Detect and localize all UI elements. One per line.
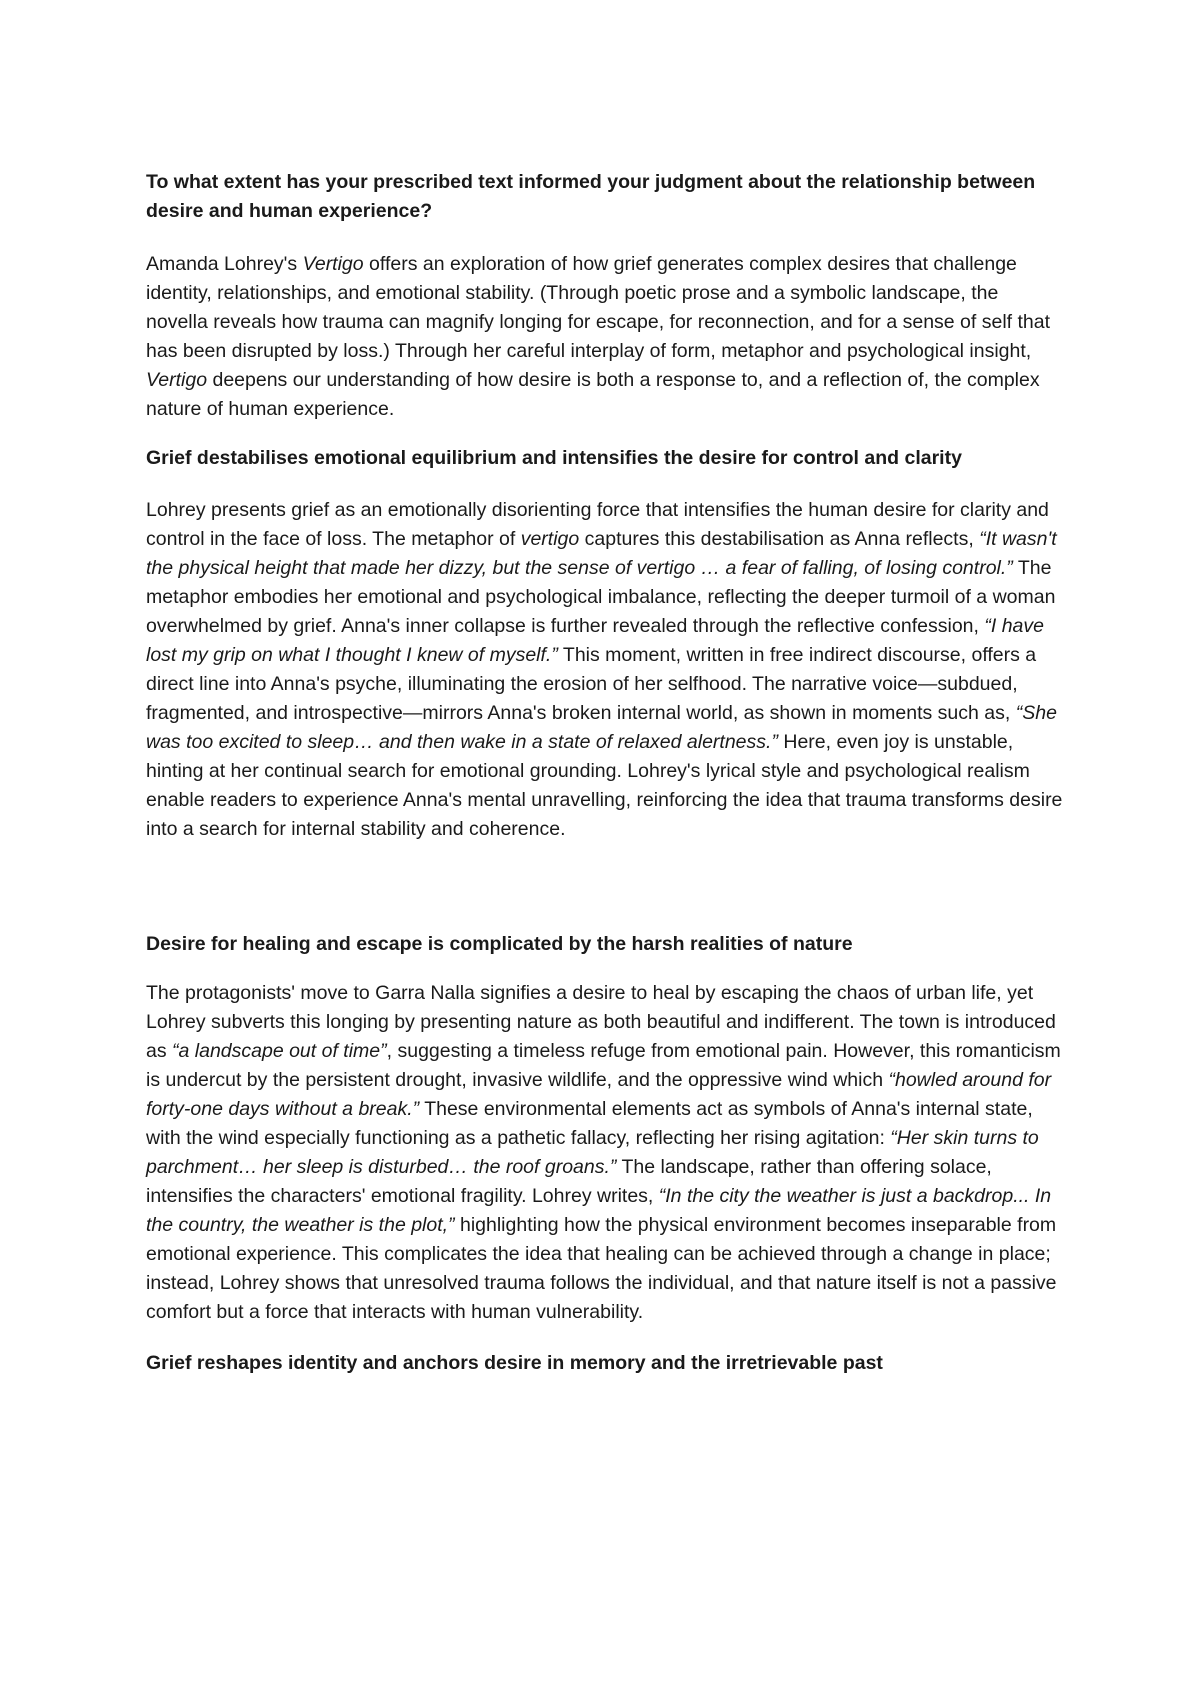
section-paragraph-grief: Lohrey presents grief as an emotionally disorienting force that intensifies the human desire for clarity and control in the face of loss. The metaphor of vertigo captures this destabilisation as Anna reflects, “It wasn't the physical height that made her dizzy, but the sense of vertigo … a fear of falling, of losing control.” The metaphor embodies her emotional and psychological imbalance, reflecting the deeper turmoil of a woman overwhelmed by grief. Anna's inner collapse is further revealed through the reflective confession, “I have lost my grip on what I thought I knew of myself.” This moment, written in free indirect discourse, offers a direct line into Anna's psyche, illuminating the erosion of her selfhood. The narrative voice—subdued, fragmented, and introspective—mirrors Anna's broken internal world, as shown in moments such as, “She was too excited to sleep… and then wake in a state of relaxed alertness.” Here, even joy is unstable, hinting at her continual search for emotional grounding. Lohrey's lyrical style and psychological realism enable readers to experience Anna's mental unravelling, reinforcing the idea that trauma transforms desire into a search for internal stability and coherence. (146, 499, 1063, 840)
introduction-paragraph: Amanda Lohrey's Vertigo offers an exploration of how grief generates complex desires that challenge identity, relationships, and emotional stability. (Through poetic prose and a symbolic landscape, the novella reveals how trauma can magnify longing for escape, for reconnection, and for a sense of self that has been disrupted by loss.) Through her careful interplay of form, metaphor and psychological insight, Vertigo deepens our understanding of how desire is both a response to, and a reflection of, the complex nature of human experience. (146, 253, 1051, 420)
section-paragraph-healing: The protagonists' move to Garra Nalla signifies a desire to heal by escaping the chaos of urban life, yet Lohrey subverts this longing by presenting nature as both beautiful and indifferent. The town is introduced as “a landscape out of time”, suggesting a timeless refuge from emotional pain. However, this romanticism is undercut by the persistent drought, invasive wildlife, and the oppressive wind which “howled around for forty-one days without a break.” These environmental elements act as symbols of Anna's internal state, with the wind especially functioning as a pathetic fallacy, reflecting her rising agitation: “Her skin turns to parchment… her sleep is disturbed… the roof groans.” The landscape, rather than offering solace, intensifies the characters' emotional fragility. Lohrey writes, “In the city the weather is just a backdrop... In the country, the weather is the plot,” highlighting how the physical environment becomes inseparable from emotional experience. This complicates the idea that healing can be achieved through a change in place; instead, Lohrey shows that unresolved trauma follows the individual, and that nature itself is not a passive comfort but a force that interacts with human vulnerability. (146, 982, 1061, 1323)
essay-question: To what extent has your prescribed text informed your judgment about the relationship between desire and human experience? (146, 171, 1036, 222)
section-heading-grief: Grief destabilises emotional equilibrium and intensifies the desire for control and clarity (146, 447, 962, 469)
essay-body (146, 168, 1064, 1378)
section-heading-healing: Desire for healing and escape is complicated by the harsh realities of nature (146, 933, 853, 955)
section-heading-identity: Grief reshapes identity and anchors desire in memory and the irretrievable past (146, 1352, 883, 1374)
